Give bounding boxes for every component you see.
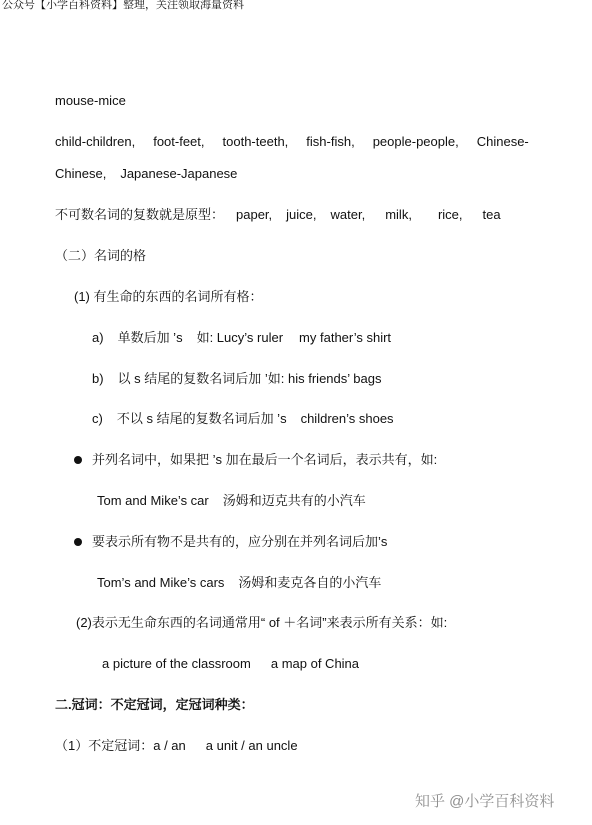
example-line-3 bbox=[102, 656, 359, 672]
text-line-4 bbox=[55, 207, 501, 223]
watermark: 知乎 @小学百科资料 bbox=[415, 793, 555, 810]
text-line-17 bbox=[55, 738, 298, 754]
word: foot-feet, bbox=[153, 134, 205, 149]
bullet-text-1: 并列名词中，如果把 ’s 加在最后一个名词后，表示共有，如: bbox=[92, 452, 438, 467]
phrase: my father’s shirt bbox=[299, 330, 392, 345]
list-marker: a) bbox=[92, 330, 104, 345]
word: paper, bbox=[236, 207, 273, 222]
phrase: 不可数名词的复数就是原型： bbox=[55, 207, 225, 222]
word: tea bbox=[482, 207, 501, 222]
phrase: 单数后加 ’s bbox=[117, 330, 183, 345]
text-line-1: mouse-mice bbox=[55, 93, 126, 108]
word: milk, bbox=[385, 207, 412, 222]
phrase: （1）不定冠词：a / an bbox=[55, 738, 186, 753]
phrase: Tom and Mike’s car bbox=[97, 493, 209, 508]
subheading-2: (2)表示无生命东西的名词通常用“ of ＋名词”来表示所有关系：如: bbox=[76, 615, 448, 630]
phrase: 汤姆和迈克共有的小汽车 bbox=[222, 493, 366, 508]
word: juice, bbox=[286, 207, 317, 222]
phrase: 以 s 结尾的复数名词后加 ’如: his friends’ bags bbox=[117, 371, 382, 386]
text-line-2 bbox=[55, 134, 529, 150]
phrase: Tom’s and Mike’s cars bbox=[97, 575, 225, 590]
subheading-1: (1) 有生命的东西的名词所有格： bbox=[74, 289, 263, 304]
section-heading-3: 二.冠词：不定冠词，定冠词种类： bbox=[55, 697, 254, 712]
list-marker: c) bbox=[92, 411, 103, 426]
word: people-people, bbox=[372, 134, 459, 149]
list-marker: b) bbox=[92, 371, 104, 386]
phrase: a picture of the classroom bbox=[102, 656, 251, 671]
word: water, bbox=[330, 207, 366, 222]
bullet-icon bbox=[74, 456, 82, 464]
word: child-children, bbox=[55, 134, 136, 149]
phrase: 不以 s 结尾的复数名词后加 ’s bbox=[116, 411, 287, 426]
word: rice, bbox=[437, 207, 463, 222]
list-item-b bbox=[92, 371, 381, 387]
phrase: a map of China bbox=[270, 656, 360, 671]
word: Japanese-Japanese bbox=[120, 166, 238, 181]
text-line-3 bbox=[55, 166, 237, 182]
word: Chinese- bbox=[476, 134, 529, 149]
phrase: 汤姆和麦克各自的小汽车 bbox=[238, 575, 382, 590]
list-item-a bbox=[92, 330, 391, 346]
bullet-icon bbox=[74, 538, 82, 546]
phrase: a unit / an uncle bbox=[205, 738, 298, 753]
page-header: 公众号【小学百科资料】整理，关注领取海量资料 bbox=[2, 0, 244, 11]
section-heading-2: （二）名词的格 bbox=[55, 248, 147, 263]
word: fish-fish, bbox=[306, 134, 355, 149]
list-item-c bbox=[92, 411, 394, 427]
example-line-1 bbox=[97, 493, 366, 509]
phrase: children’s shoes bbox=[300, 411, 394, 426]
word: tooth-teeth, bbox=[222, 134, 289, 149]
example-line-2 bbox=[97, 575, 381, 591]
word: Chinese, bbox=[55, 166, 107, 181]
bullet-text-2: 要表示所有物不是共有的，应分别在并列名词后加’s bbox=[92, 534, 388, 549]
phrase: 如: Lucy’s ruler bbox=[196, 330, 284, 345]
